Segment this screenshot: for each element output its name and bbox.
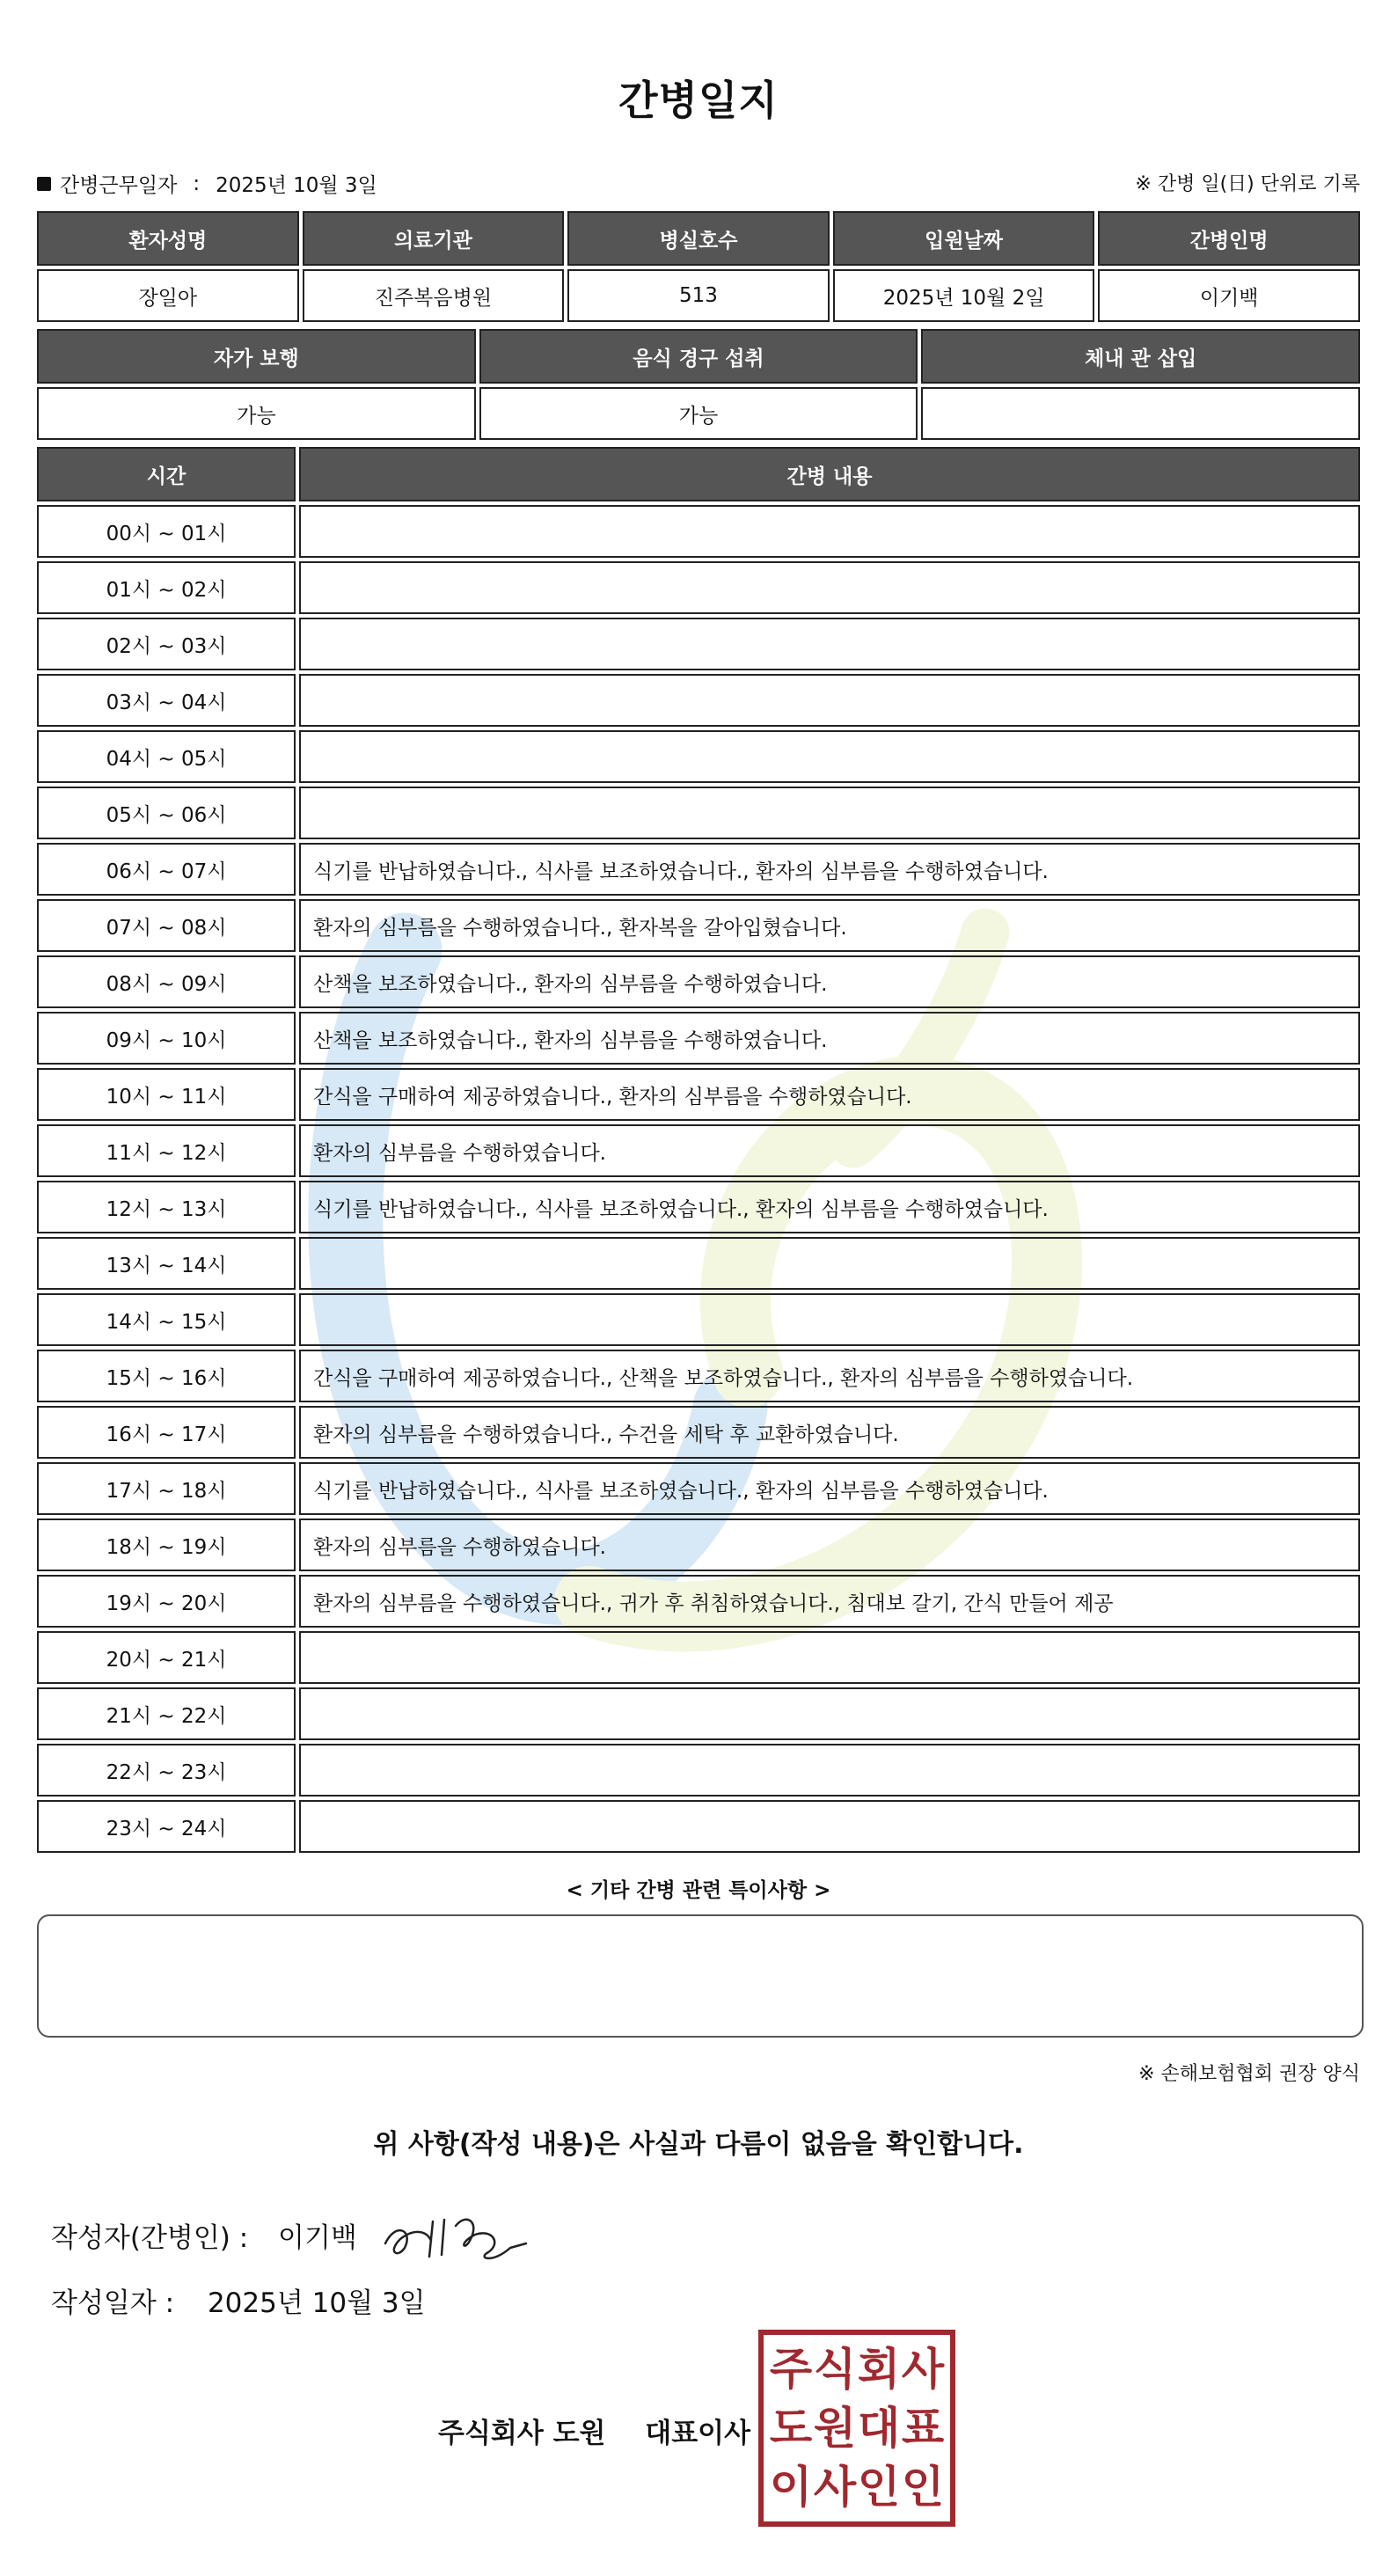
table-row <box>37 1744 1360 1797</box>
time-cell: 16시 ~ 17시 <box>37 1406 296 1459</box>
table-row <box>37 899 1360 952</box>
status-header: 음식 경구 섭취 <box>479 329 918 384</box>
time-cell: 05시 ~ 06시 <box>37 787 296 839</box>
table-row <box>37 1012 1360 1065</box>
patient-info-table <box>33 208 1364 326</box>
content-cell <box>299 1631 1360 1684</box>
content-cell <box>299 1237 1360 1290</box>
content-cell <box>299 1744 1360 1797</box>
table-row <box>37 787 1360 839</box>
table-row <box>37 561 1360 614</box>
content-cell <box>299 1800 1360 1853</box>
status-table <box>33 326 1364 443</box>
content-cell <box>299 1293 1360 1346</box>
time-cell: 19시 ~ 20시 <box>37 1575 296 1628</box>
time-cell: 22시 ~ 23시 <box>37 1744 296 1797</box>
content-cell: 간식을 구매하여 제공하였습니다., 환자의 심부름을 수행하였습니다. <box>299 1068 1360 1121</box>
seal-glyph: 대 <box>857 2402 901 2454</box>
content-cell <box>299 618 1360 670</box>
work-date-separator: : <box>193 172 201 195</box>
company-seal <box>758 2330 955 2527</box>
work-date-label: 간병근무일자 <box>60 174 178 197</box>
care-log-table <box>33 443 1364 1856</box>
content-cell: 환자의 심부름을 수행하였습니다. <box>299 1519 1360 1571</box>
remarks-title: < 기타 간병 관련 특이사항 > <box>566 1879 831 1902</box>
seal-glyph: 표 <box>901 2402 945 2454</box>
time-cell: 02시 ~ 03시 <box>37 618 296 670</box>
table-row <box>37 1068 1360 1121</box>
table-row <box>37 843 1360 896</box>
table-row <box>37 1462 1360 1515</box>
seal-glyph: 인 <box>857 2461 901 2513</box>
admission-date: 2025년 10월 2일 <box>833 269 1095 322</box>
table-row <box>37 1519 1360 1571</box>
content-cell: 환자의 심부름을 수행하였습니다., 환자복을 갈아입혔습니다. <box>299 899 1360 952</box>
patient-header: 환자성명 <box>37 211 299 266</box>
tube-insertion-status <box>921 387 1360 440</box>
content-cell: 환자의 심부름을 수행하였습니다. <box>299 1124 1360 1177</box>
table-row <box>37 1124 1360 1177</box>
time-cell: 09시 ~ 10시 <box>37 1012 296 1065</box>
table-row <box>37 955 1360 1008</box>
time-cell: 03시 ~ 04시 <box>37 674 296 727</box>
time-cell: 12시 ~ 13시 <box>37 1181 296 1233</box>
time-cell: 18시 ~ 19시 <box>37 1519 296 1571</box>
company-name: 주식회사 도원 <box>438 2418 606 2449</box>
table-row <box>37 618 1360 670</box>
time-cell: 21시 ~ 22시 <box>37 1687 296 1740</box>
time-cell: 04시 ~ 05시 <box>37 730 296 783</box>
seal-glyph: 이 <box>769 2461 813 2513</box>
written-date-line <box>51 2280 426 2320</box>
patient-name: 장일아 <box>37 269 299 322</box>
table-row <box>37 1687 1360 1740</box>
time-cell: 10시 ~ 11시 <box>37 1068 296 1121</box>
patient-header: 의료기관 <box>303 211 565 266</box>
room-number: 513 <box>567 269 830 322</box>
content-cell <box>299 561 1360 614</box>
seal-glyph: 사 <box>813 2461 857 2513</box>
time-cell: 08시 ~ 09시 <box>37 955 296 1008</box>
patient-header: 병실호수 <box>567 211 830 266</box>
table-row <box>37 1293 1360 1346</box>
time-cell: 23시 ~ 24시 <box>37 1800 296 1853</box>
table-row <box>37 505 1360 558</box>
time-cell: 17시 ~ 18시 <box>37 1462 296 1515</box>
table-row <box>37 1181 1360 1233</box>
confirmation-statement: 위 사항(작성 내용)은 사실과 다름이 없음을 확인합니다. <box>373 2129 1024 2160</box>
content-cell: 식기를 반납하였습니다., 식사를 보조하였습니다., 환자의 심부름을 수행하였습니다. <box>299 1462 1360 1515</box>
content-header: 간병 내용 <box>299 447 1360 501</box>
table-row <box>37 1631 1360 1684</box>
content-cell: 환자의 심부름을 수행하였습니다., 귀가 후 취침하였습니다., 침대보 갈기, 간식 만들어 제공 <box>299 1575 1360 1628</box>
table-row <box>37 730 1360 783</box>
square-bullet-icon <box>37 177 51 191</box>
oral-intake-status: 가능 <box>479 387 918 440</box>
table-row <box>37 1237 1360 1290</box>
seal-glyph: 식 <box>813 2344 857 2396</box>
status-header: 자가 보행 <box>37 329 476 384</box>
walking-status: 가능 <box>37 387 476 440</box>
content-cell: 식기를 반납하였습니다., 식사를 보조하였습니다., 환자의 심부름을 수행하였습니다. <box>299 843 1360 896</box>
time-cell: 20시 ~ 21시 <box>37 1631 296 1684</box>
content-cell <box>299 1687 1360 1740</box>
written-date-value: 2025년 10월 3일 <box>207 2287 426 2319</box>
content-cell: 산책을 보조하였습니다., 환자의 심부름을 수행하였습니다. <box>299 955 1360 1008</box>
content-cell <box>299 787 1360 839</box>
seal-glyph: 인 <box>901 2461 945 2513</box>
time-cell: 14시 ~ 15시 <box>37 1293 296 1346</box>
representative-title: 대표이사 <box>645 2418 751 2449</box>
unit-note: ※ 간병 일(日) 단위로 기록 <box>1135 173 1360 195</box>
company-line <box>438 2411 750 2450</box>
seal-glyph: 주 <box>769 2344 813 2396</box>
table-row <box>37 1406 1360 1459</box>
written-date-label: 작성일자 : <box>51 2287 175 2319</box>
patient-header: 간병인명 <box>1098 211 1360 266</box>
time-cell: 07시 ~ 08시 <box>37 899 296 952</box>
table-row <box>37 1575 1360 1628</box>
table-row <box>37 674 1360 727</box>
patient-header: 입원날짜 <box>833 211 1095 266</box>
content-cell <box>299 730 1360 783</box>
form-note: ※ 손해보험협회 권장 양식 <box>1138 2063 1360 2085</box>
time-cell: 06시 ~ 07시 <box>37 843 296 896</box>
seal-glyph: 회 <box>857 2344 901 2396</box>
seal-glyph: 사 <box>901 2344 945 2396</box>
work-date-value: 2025년 10월 3일 <box>216 174 377 197</box>
time-cell: 13시 ~ 14시 <box>37 1237 296 1290</box>
seal-glyph: 원 <box>813 2402 857 2454</box>
table-row <box>37 1800 1360 1853</box>
content-cell: 산책을 보조하였습니다., 환자의 심부름을 수행하였습니다. <box>299 1012 1360 1065</box>
work-date <box>37 169 377 198</box>
content-cell <box>299 674 1360 727</box>
content-cell: 식기를 반납하였습니다., 식사를 보조하였습니다., 환자의 심부름을 수행하였습니다. <box>299 1181 1360 1233</box>
time-cell: 01시 ~ 02시 <box>37 561 296 614</box>
page-title: 간병일지 <box>618 77 779 124</box>
content-cell: 간식을 구매하여 제공하였습니다., 산책을 보조하였습니다., 환자의 심부름을 수행하였습니다. <box>299 1350 1360 1402</box>
content-cell: 환자의 심부름을 수행하였습니다., 수건을 세탁 후 교환하였습니다. <box>299 1406 1360 1459</box>
time-header: 시간 <box>37 447 296 501</box>
seal-glyph: 도 <box>769 2402 813 2454</box>
signature-image <box>378 2204 532 2265</box>
status-header: 체내 관 삽입 <box>921 329 1360 384</box>
writer-label: 작성자(간병인) : <box>51 2222 249 2254</box>
time-cell: 11시 ~ 12시 <box>37 1124 296 1177</box>
writer-name: 이기백 <box>278 2222 357 2254</box>
writer-line <box>51 2215 378 2255</box>
hospital-name: 진주복음병원 <box>303 269 565 322</box>
time-cell: 00시 ~ 01시 <box>37 505 296 558</box>
content-cell <box>299 505 1360 558</box>
time-cell: 15시 ~ 16시 <box>37 1350 296 1402</box>
table-row <box>37 1350 1360 1402</box>
remarks-box <box>37 1914 1364 2038</box>
caregiver-name: 이기백 <box>1098 269 1360 322</box>
